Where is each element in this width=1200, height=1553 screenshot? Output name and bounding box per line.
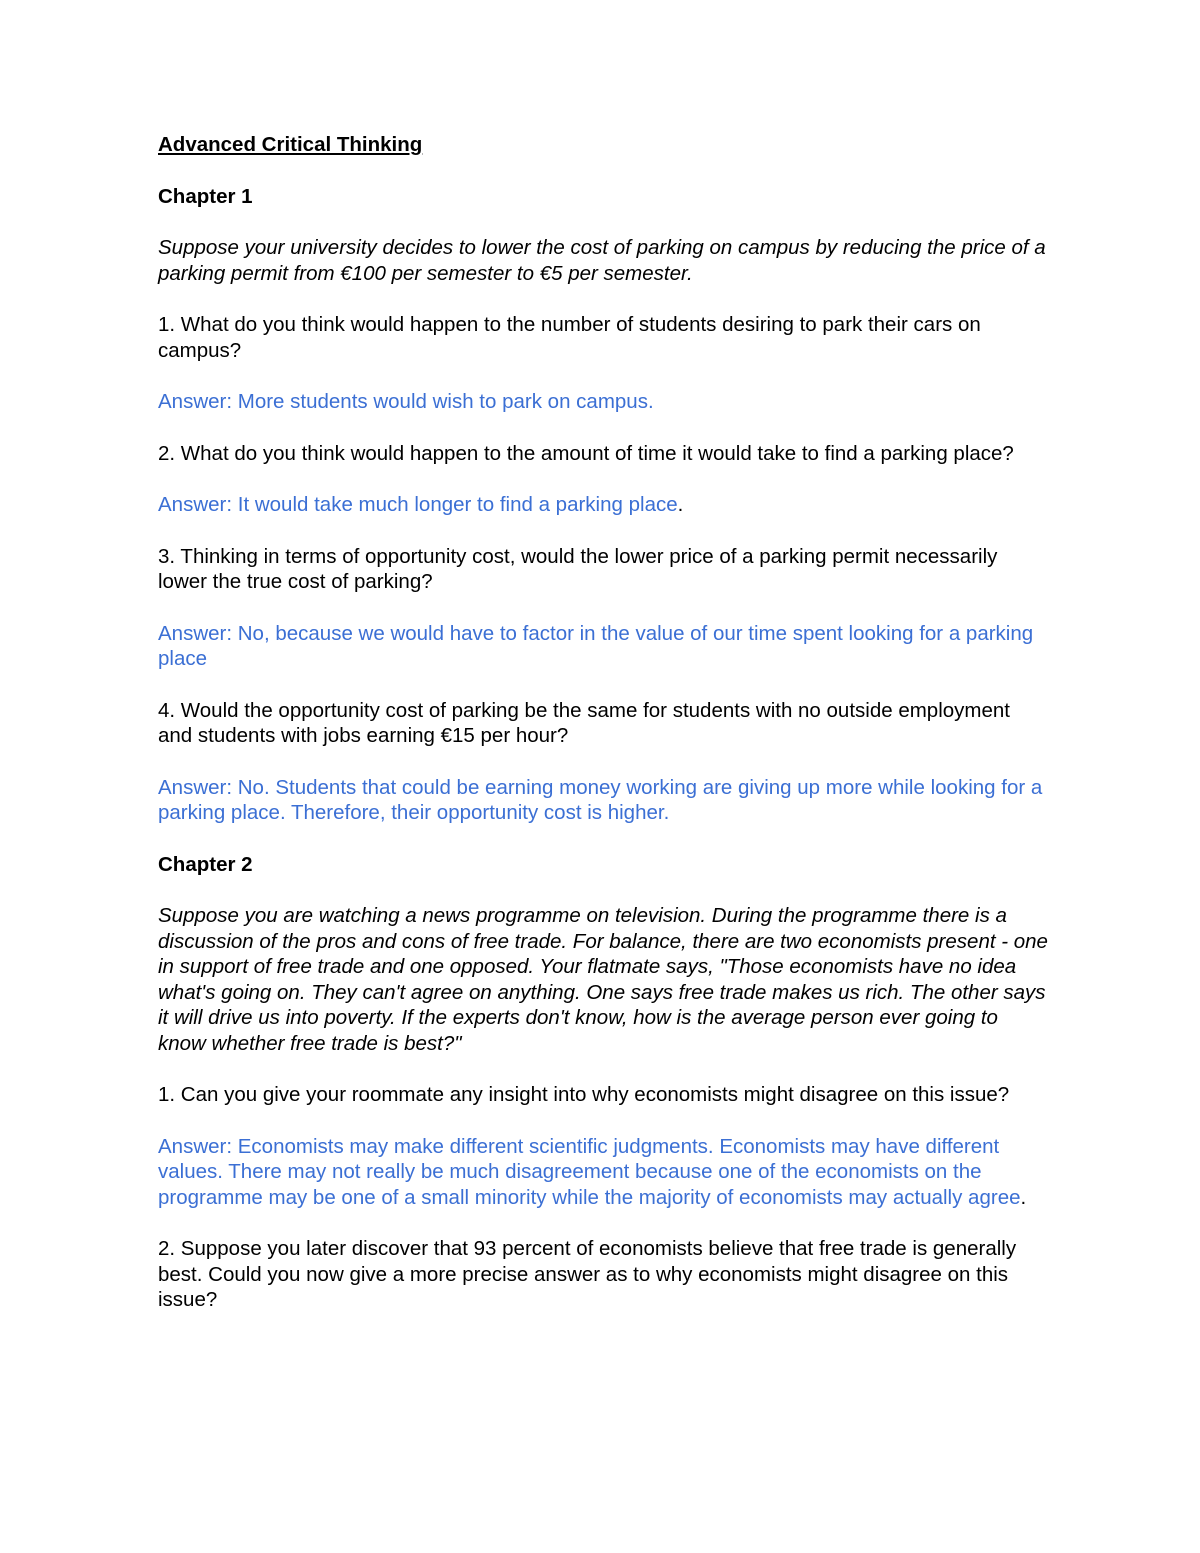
document-page: [158, 132, 1048, 1339]
chapter-2-question-2: 2. Suppose you later discover that 93 percent of economists believe that free trade is generally best. Could you now give a more precise answer as to why economists might disagree on this issue?: [158, 1237, 1017, 1311]
chapter-1-answer-4: Answer: No. Students that could be earning money working are giving up more while looking for a parking place. Therefore, their opportunity cost is higher.: [158, 775, 1043, 824]
chapter-1-question-2: 2. What do you think would happen to the amount of time it would take to find a parking place?: [158, 441, 1014, 465]
chapter-2-heading: Chapter 2: [158, 852, 253, 876]
chapter-1-section: [158, 184, 1048, 826]
chapter-1-scenario: Suppose your university decides to lower the cost of parking on campus by reducing the price of a parking permit from €100 per semester to €5 per semester.: [158, 236, 1046, 285]
chapter-2-answer-1-period: .: [1020, 1185, 1027, 1209]
chapter-1-answer-2-text: Answer: It would take much longer to find a parking place: [158, 493, 678, 516]
chapter-1-question-3: 3. Thinking in terms of opportunity cost, would the lower price of a parking permit necessarily lower the true cost of parking?: [158, 544, 998, 593]
chapter-1-question-1: 1. What do you think would happen to the number of students desiring to park their cars on campus?: [158, 313, 981, 362]
chapter-2-answer-1: [158, 1134, 1048, 1211]
chapter-2-section: [158, 852, 1048, 1313]
chapter-1-question-4: 4. Would the opportunity cost of parking be the same for students with no outside employment and students with jobs earning €15 per hour?: [158, 698, 1010, 747]
chapter-1-answer-3: Answer: No, because we would have to factor in the value of our time spent looking for a parking place: [158, 621, 1034, 670]
chapter-2-answer-1-text: Answer: Economists may make different scientific judgments. Economists may have different values. There may not really be much disagreement because one of the economists on the programme may be one of a small minority while the majority of economists may actually agree: [158, 1134, 1021, 1209]
chapter-2-scenario: Suppose you are watching a news programme on television. During the programme there is a discussion of the pros and cons of free trade. For balance, there are two economists present - one in support of free trade and one opposed. Your flatmate says, "Those economists have no idea what's going on. They can't agree on anything. One says free trade makes us rich. The other says it will drive us into poverty. If the experts don't know, how is the average person ever going to know whether free trade is best?": [158, 904, 1048, 1055]
chapter-1-answer-1: Answer: More students would wish to park on campus.: [158, 390, 654, 413]
chapter-2-question-1: 1. Can you give your roommate any insight into why economists might disagree on this issue?: [158, 1083, 1010, 1106]
document-title: Advanced Critical Thinking: [158, 133, 423, 156]
chapter-1-answer-2: [158, 492, 1048, 518]
chapter-1-answer-2-period: .: [677, 493, 684, 516]
chapter-1-heading: Chapter 1: [158, 184, 253, 208]
